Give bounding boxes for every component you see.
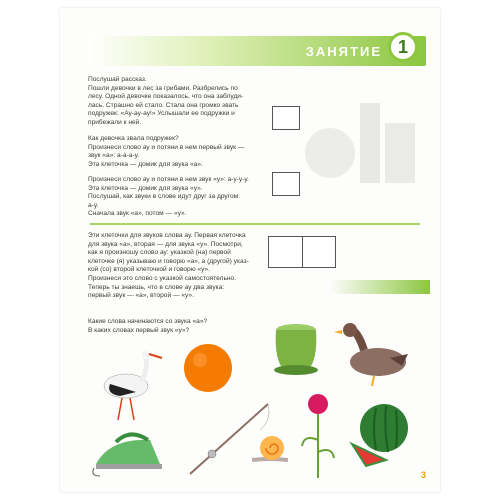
green-accent-strip	[330, 280, 430, 294]
stork-picture	[96, 344, 166, 424]
picture-question: Какие слова начинаются со звука «а»? В каких словах первый звук «у»?	[88, 318, 208, 334]
thistle-flower-picture	[298, 390, 338, 480]
iron-picture	[90, 424, 170, 478]
orange-picture	[180, 340, 236, 396]
sound-boxes-au	[268, 236, 336, 268]
workbook-page	[60, 8, 440, 492]
sound-u-paragraph: Произнеси слово ау и потяни в нем звук «у»: а-у-у-у. Эта клеточка — домик для звука «у». Послушай, как звуки в слове идут друг за другом: а-у. Сначала звук «а», потом — «у».	[88, 176, 249, 218]
lesson-title: ЗАНЯТИЕ	[305, 44, 382, 59]
lesson-number-badge: 1	[388, 32, 418, 62]
sound-box-u	[272, 172, 300, 196]
question-paragraph: Как девочка звала подружек? Произнеси слово ау и потяни в нем первый звук — звук «а»: а-а-а-у. Эта клеточка — домик для звука «а».	[88, 135, 245, 168]
page-number: 3	[420, 470, 426, 480]
section-divider	[90, 223, 420, 225]
snail-picture	[248, 432, 292, 464]
faded-forest-illustration	[290, 93, 420, 203]
sound-box-a	[272, 106, 300, 130]
watermelon-picture	[346, 398, 416, 468]
story-paragraph: Послушай рассказ. Пошли девочки в лес за грибами. Разбрелись по лесу. Одной девочке показалось, что она заблуди- лась. Страшно ей стало. Стала она громко звать подружек: «Ау-ау-ау!» Услышали ее подружки и прибежали к ней.	[88, 76, 244, 126]
green-bowl-picture	[266, 320, 326, 376]
lesson-header	[88, 36, 426, 66]
sound-box-second	[303, 237, 336, 267]
two-sounds-paragraph: Эти клеточки для звуков слова ау. Первая клеточка для звука «а», вторая — для звука «у». Посмотри, как я произношу слово ау: указкой (на) первой клеточке (я) указываю и говорю «а», а (другой) указ- кой (со) второй клеточкой и говорю «у». Произнеси это слово с указкой самостоятельно. Теперь ты знаешь, что в слове ау два звука: первый звук — «а», второй — «у».	[88, 232, 249, 300]
duck-picture	[334, 320, 414, 390]
sound-box-first	[269, 237, 303, 267]
